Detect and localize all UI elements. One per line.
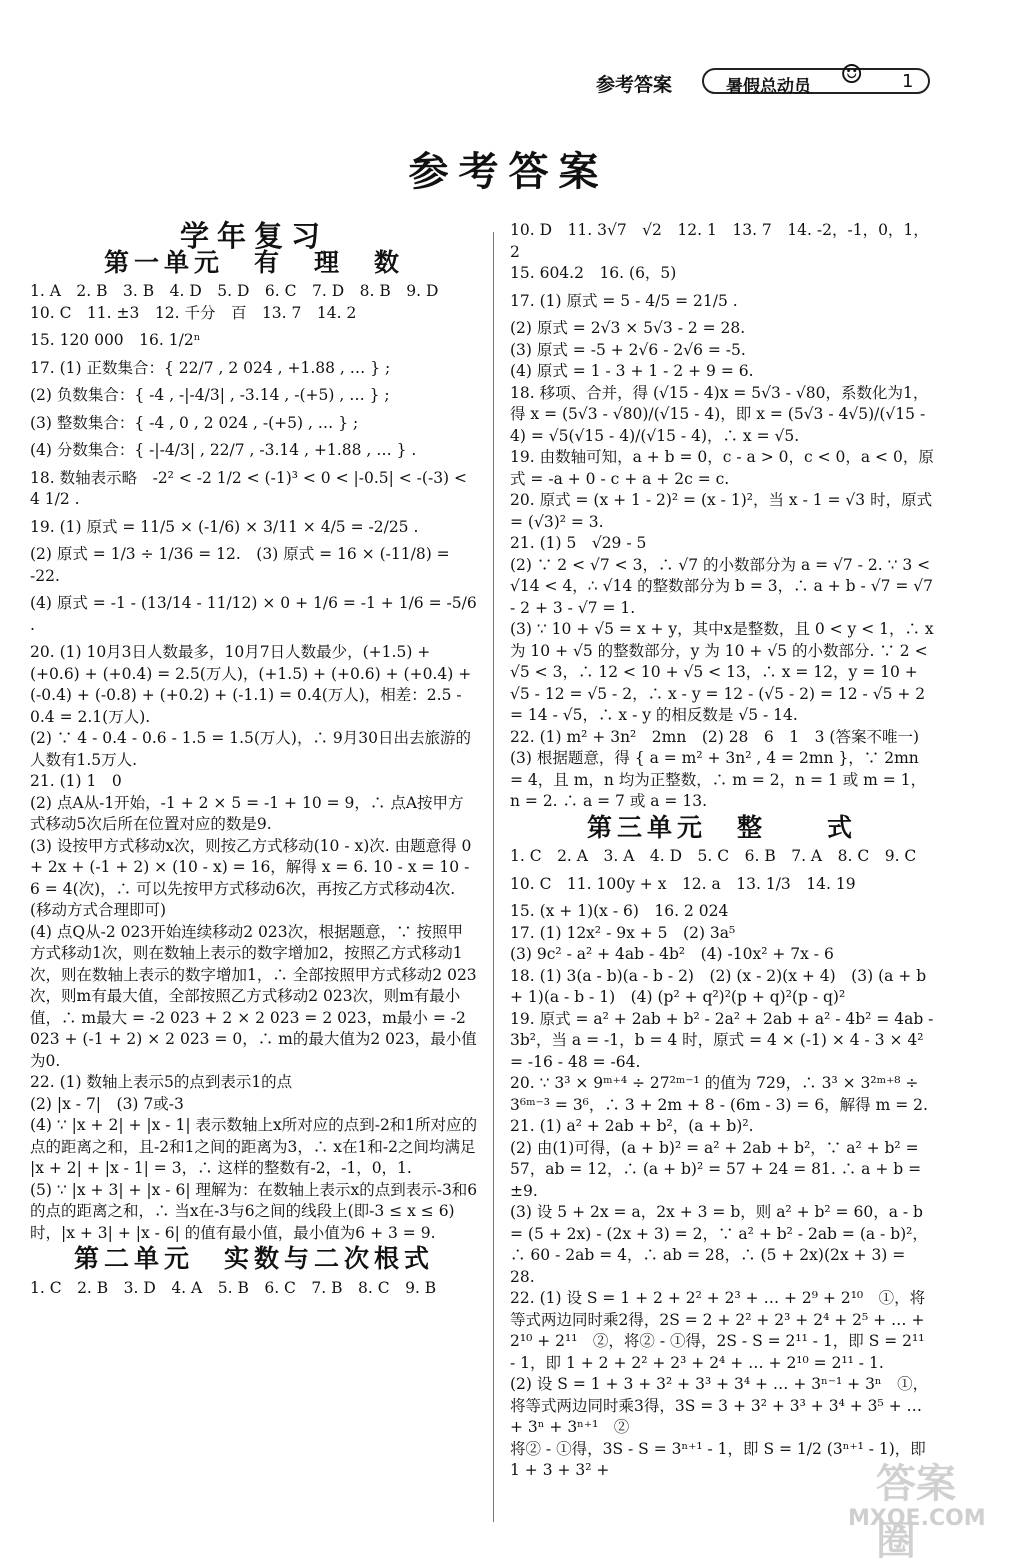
- answer-line: 19. (1) 原式 = 11/5 × (-1/6) × 3/11 × 4/5 = -2/25 .: [30, 517, 419, 536]
- answer-line: 22. (1) 数轴上表示5的点到表示1的点: [30, 1073, 293, 1091]
- answer-line: 21. (1) a² + 2ab + b²，(a + b)².: [510, 1117, 754, 1135]
- header-title: 参考答案: [596, 74, 673, 96]
- answer-line: 20. (1) 10月3日人数最多，10月7日人数最少，(+1.5) + (+0.6) + (+0.4) = 2.5(万人)，(+1.5) + (+0.6) + (+0.4) + (-0.4) + (-0.8) + (+0.2) + (-1.1) = 0.4(万人)，相差：2.5 - 0.4 = 2.1(万人).: [30, 643, 472, 726]
- mascot-icon: ☺: [840, 60, 864, 90]
- answer-line: (2) ∵ 2 < √7 < 3，∴ √7 的小数部分为 a = √7 - 2. ∵ 3 < √14 < 4，∴ √14 的整数部分为 b = 3，∴ a + b - √7 = √7 - 2 + 3 - √7 = 1.: [510, 555, 934, 617]
- answer-line: 17. (1) 12x² - 9x + 5 (2) 3a⁵: [510, 923, 736, 942]
- answer-line: 15. 604.2 16. (6，5): [510, 264, 677, 282]
- answer-line: (4) 原式 = 1 - 3 + 1 - 2 + 9 = 6.: [510, 362, 754, 380]
- answer-line: (3) 原式 = -5 + 2√6 - 2√6 = -5.: [510, 340, 746, 359]
- answer-line: (3) 9c² - a² + 4ab - 4b² (4) -10x² + 7x - 6: [510, 945, 834, 963]
- answer-line: (2) ∵ 4 - 0.4 - 0.6 - 1.5 = 1.5(万人)，∴ 9月30日出去旅游的人数有1.5万人.: [30, 729, 471, 769]
- answer-line: (4) 分数集合：{ -|-4/3| , 22/7 , -3.14 , +1.88 , … } .: [30, 441, 417, 459]
- answer-line: 17. (1) 正数集合：{ 22/7 , 2 024 , +1.88 , … } ;: [30, 358, 391, 377]
- answer-line: 21. (1) 1 0: [30, 772, 122, 790]
- answer-line: 19. 原式 = a² + 2ab + b² - 2a² + 2ab + a² - 4b² = 4ab - 3b²，当 a = -1，b = 4 时，原式 = 4 × (-1) × 4 - 3 × 4² = -16 - 48 = -64.: [510, 1009, 934, 1071]
- answer-line: (2) 原式 = 1/3 ÷ 1/36 = 12. (3) 原式 = 16 × (-11/8) = -22.: [30, 545, 450, 585]
- right-column: [510, 220, 934, 1482]
- answer-line: 18. 移项、合并，得 (√15 - 4)x = 5√3 - √80，系数化为1，得 x = (5√3 - √80)/(√15 - 4)，即 x = (5√3 - 4√5)/(√15 - 4) = √5(√15 - 4)/(√15 - 4)，∴ x = √5.: [510, 383, 929, 445]
- answer-line: 21. (1) 5 √29 - 5: [510, 534, 647, 552]
- header-brand-pill: [702, 60, 930, 97]
- answer-line: (3) 整数集合：{ -4 , 0 , 2 024 , -(+5) , … } ;: [30, 413, 359, 432]
- answer-line: 18. 数轴表示略 -2² < -2 1/2 < (-1)³ < 0 < |-0.5| < -(-3) < 4 1/2 .: [30, 468, 468, 508]
- answer-line: (2) 原式 = 2√3 × 5√3 - 2 = 28.: [510, 319, 746, 337]
- unit-title-3: 第三单元 整 式: [586, 812, 857, 842]
- answer-line: 15. 120 000 16. 1/2ⁿ: [30, 331, 201, 349]
- answer-line: 1. C 2. B 3. D 4. A 5. B 6. C 7. B 8. C 9. B: [30, 1278, 437, 1297]
- answer-line: 22. (1) m² + 3n² 2mn (2) 28 6 1 3 (答案不唯一): [510, 727, 920, 746]
- answer-line: (3) ∵ 10 + √5 = x + y，其中x是整数，且 0 < y < 1，∴ x 为 10 + √5 的整数部分，y 为 10 + √5 的小数部分. ∵ 2 < √5 < 3，∴ 12 < 10 + √5 < 13，∴ x = 12，y = 10 + √5 - 12 = √5 - 2，∴ x - y = 12 - (√5 - 2) = 12 - √5 + 2 = 14 - √5，∴ x - y 的相反数是 √5 - 14.: [510, 620, 934, 724]
- answer-line: (2) 设 S = 1 + 3 + 3² + 3³ + 3⁴ + … + 3ⁿ⁻¹ + 3ⁿ ①，将等式两边同时乘3得，3S = 3 + 3² + 3³ + 3⁴ + 3⁵ + … + 3ⁿ + 3ⁿ⁺¹ ②: [510, 1375, 929, 1436]
- answer-line: 20. 原式 = (x + 1 - 2)² = (x - 1)²，当 x - 1 = √3 时，原式 = (√3)² = 3.: [510, 491, 933, 531]
- unit-title-1: 第一单元 有 理 数: [103, 247, 404, 277]
- answer-line: (4) ∵ |x + 2| + |x - 1| 表示数轴上x所对应的点到-2和1所对应的点的距离之和，且-2和1之间的距离为3，∴ x在1和-2之间均满足 |x + 2| + |x - 1| = 3，∴ 这样的整数有-2，-1，0，1.: [30, 1116, 478, 1177]
- unit-title-2: 第二单元 实数与二次根式: [73, 1244, 434, 1273]
- answer-line: 1. C 2. A 3. A 4. D 5. C 6. B 7. A 8. C 9. C: [510, 847, 917, 865]
- answer-line: 20. ∵ 3³ × 9ᵐ⁺⁴ ÷ 27²ᵐ⁻¹ 的值为 729，∴ 3³ × 3²ᵐ⁺⁸ ÷ 3⁶ᵐ⁻³ = 3⁶，∴ 3 + 2m + 8 - (6m - 3) = 6，解得 m = 2.: [510, 1074, 928, 1114]
- answer-line: (2) 负数集合：{ -4 , -|-4/3| , -3.14 , -(+5) , … } ;: [30, 386, 390, 404]
- watermark-text: MXQE.COM: [848, 1506, 986, 1531]
- watermark-logo: [836, 1450, 986, 1564]
- column-divider: [493, 232, 494, 1522]
- answer-line: (3) 根据题意，得 { a = m² + 3n² , 4 = 2mn }，∵ 2mn = 4，且 m，n 均为正整数，∴ m = 2，n = 1 或 m = 1，n = 2. ∴ a = 7 或 a = 13.: [510, 749, 927, 810]
- answer-line: 15. (x + 1)(x - 6) 16. 2 024: [510, 902, 729, 920]
- answer-line: 10. C 11. ±3 12. 千分 百 13. 7 14. 2: [30, 303, 357, 322]
- answer-line: (4) 点Q从-2 023开始连续移动2 023次，根据题意，∵ 按照甲方式移动1次，则在数轴上表示的数字增加2，按照乙方式移动1次，则在数轴上表示的数字增加1，∴ 全部按照甲方式移动2 023次，则m有最大值，全部按照乙方式移动2 023次，则m有最小值，∴ m最大 = -2 023 + 2 × 2 023 = 2 023，m最小 = -2 023 + (-1 + 2) × 2 023 = 0，∴ m的最大值为2 023，最小值为0.: [30, 922, 477, 1070]
- answer-line: (3) 设 5 + 2x = a，2x + 3 = b，则 a² + b² = 60，a - b = (5 + 2x) - (2x + 3) = 2，∵ a² + b² - 2ab = (a - b)²，∴ 60 - 2ab = 4，∴ ab = 28，∴ (5 + 2x)(2x + 3) = 28.: [510, 1203, 928, 1286]
- section-title: 学年复习: [179, 219, 328, 253]
- page-header: [0, 60, 1017, 104]
- answer-line: 10. D 11. 3√7 √2 12. 1 13. 7 14. -2，-1，0，1，2: [510, 221, 929, 261]
- answer-line: (2) 由(1)可得，(a + b)² = a² + 2ab + b²，∵ a² + b² = 57，ab = 12，∴ (a + b)² = 57 + 24 = 81. ∴ a + b = ±9.: [510, 1138, 922, 1200]
- page-title: 参考答案: [408, 148, 609, 195]
- header-brand: 暑假总动员: [726, 77, 811, 97]
- answer-line: (3) 设按甲方式移动x次，则按乙方式移动(10 - x)次. 由题意得 0 + 2x + (-1 + 2) × (10 - x) = 16，解得 x = 6. 10 - x = 10 - 6 = 4(次)，∴ 可以先按甲方式移动6次，再按乙方式移动4次. (移动方式合理即可): [30, 836, 472, 919]
- answer-line: (5) ∵ |x + 3| + |x - 6| 理解为：在数轴上表示x的点到表示-3和6的点的距离之和，∴ 当x在-3与6之间的线段上(即-3 ≤ x ≤ 6)时，|x + 3| + |x - 6| 的值有最小值，最小值为6 + 3 = 9.: [30, 1180, 478, 1242]
- answer-line: (4) 原式 = -1 - (13/14 - 11/12) × 0 + 1/6 = -1 + 1/6 = -5/6 .: [30, 594, 477, 634]
- answer-line: (2) 点A从-1开始，-1 + 2 × 5 = -1 + 10 = 9，∴ 点A按甲方式移动5次后所在位置对应的数是9.: [30, 793, 464, 833]
- answer-line: 19. 由数轴可知，a + b = 0，c - a > 0，c < 0，a < 0，原式 = -a + 0 - c + a + 2c = c.: [510, 448, 934, 488]
- answer-line: (2) |x - 7| (3) 7或-3: [30, 1094, 184, 1113]
- answer-line: 18. (1) 3(a - b)(a - b - 2) (2) (x - 2)(x + 4) (3) (a + b + 1)(a - b - 1) (4) (p² + q²)²(p + q)²(p - q)²: [510, 966, 927, 1006]
- watermark-circle: 答案圈: [876, 1461, 956, 1564]
- answer-line: 22. (1) 设 S = 1 + 2 + 2² + 2³ + … + 2⁹ + 2¹⁰ ①，将等式两边同时乘2得，2S = 2 + 2² + 2³ + 2⁴ + 2⁵ + … + 2¹⁰ + 2¹¹ ②，将② - ①得，2S - S = 2¹¹ - 1，即 S = 2¹¹ - 1，即 1 + 2 + 2² + 2³ + 2⁴ + … + 2¹⁰ = 2¹¹ - 1.: [510, 1289, 926, 1372]
- answer-line: 将② - ①得，3S - S = 3ⁿ⁺¹ - 1，即 S = 1/2 (3ⁿ⁺¹ - 1)，即 1 + 3 + 3² +: [510, 1439, 926, 1479]
- answer-line: 1. A 2. B 3. B 4. D 5. D 6. C 7. D 8. B 9. D: [30, 282, 439, 300]
- answer-line: 17. (1) 原式 = 5 - 4/5 = 21/5 .: [510, 291, 738, 310]
- answer-line: 10. C 11. 100y + x 12. a 13. 1/3 14. 19: [510, 874, 856, 893]
- page-number: 1: [902, 71, 914, 92]
- left-column: [30, 220, 478, 1299]
